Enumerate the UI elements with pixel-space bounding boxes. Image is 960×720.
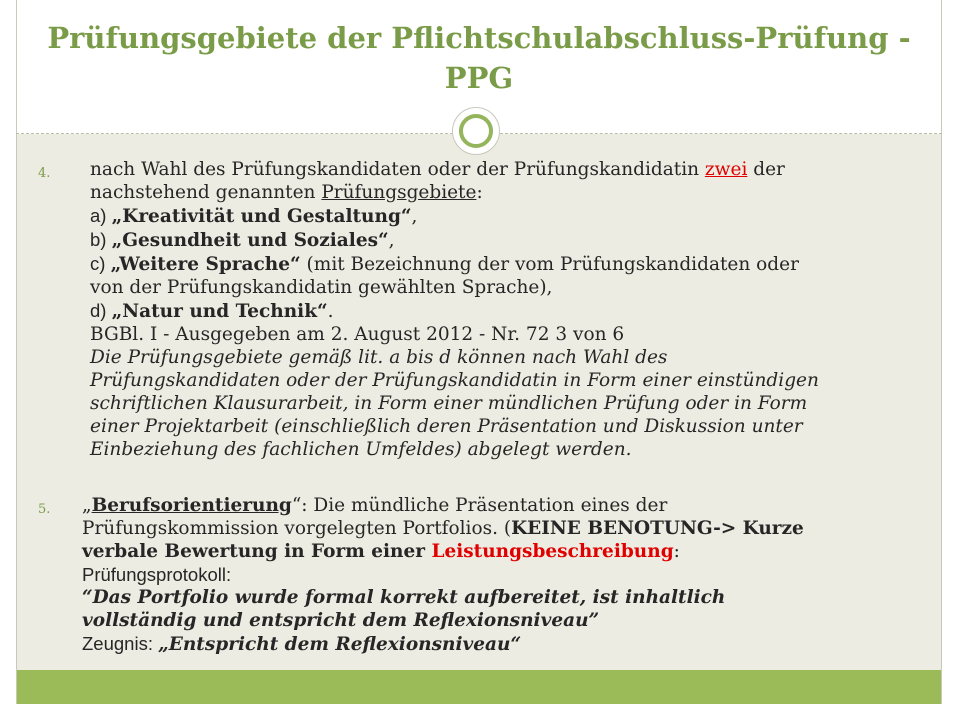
circle-ornament <box>452 107 500 155</box>
item5-leistungsbeschreibung: Leistungsbeschreibung <box>431 541 674 562</box>
circle-ring-icon <box>459 114 493 148</box>
item5-quote-line-2 <box>82 609 938 632</box>
item5-l3-text: verbale Bewertung in Form einer <box>82 541 432 562</box>
item4-note-line-4: einer Projektarbeit (einschließlich deren Präsentation und Diskussion unter <box>90 416 803 437</box>
footer-bar <box>17 670 941 704</box>
item4-option-b <box>90 228 938 252</box>
item4-l1-text: nach Wahl des Prüfungskandidaten oder der Prüfungskandidatin <box>90 159 705 180</box>
item5-quote-line-1 <box>82 586 938 609</box>
item5-zeugnis-label: Zeugnis: <box>82 633 159 654</box>
option-a-suffix: , <box>411 206 418 227</box>
item4-zwei: zwei <box>704 159 748 180</box>
item5-line-2 <box>82 517 938 540</box>
item5-zeugnis-text: „Entspricht dem Reflexionsniveau“ <box>158 634 522 655</box>
option-b-suffix: , <box>388 230 395 251</box>
item5-berufsorientierung: Berufsorientierung <box>91 495 292 516</box>
option-c-label: „Weitere Sprache“ <box>110 254 301 275</box>
list-number-5: 5. <box>38 502 51 517</box>
option-c-suffix: (mit Bezeichnung der vom Prüfungskandidaten oder <box>300 254 799 275</box>
item4-l1-end: der <box>747 159 785 180</box>
item4-option-c <box>90 252 938 276</box>
item4-line-2 <box>90 181 938 204</box>
list-item-5 <box>82 494 938 656</box>
item4-line-1 <box>90 158 938 181</box>
item5-quote-1: “Das Portfolio wurde formal korrekt aufbereitet, ist inhaltlich <box>82 587 726 608</box>
option-b-prefix: b) <box>90 229 112 250</box>
option-d-suffix: . <box>327 301 334 322</box>
item4-bgbl-reference: BGBl. I - Ausgegeben am 2. August 2012 - Nr. 72 3 von 6 <box>90 324 625 345</box>
item4-note-line-2: Prüfungskandidaten oder der Prüfungskandidatin in Form einer einstündigen <box>90 370 819 391</box>
item5-line-3 <box>82 540 938 563</box>
item5-protokoll-label: Prüfungsprotokoll: <box>82 564 232 585</box>
item5-l1-text: “: Die mündliche Präsentation eines der <box>291 495 668 516</box>
item5-line-1 <box>82 494 938 517</box>
option-a-prefix: a) <box>90 205 112 226</box>
item5-zeugnis-line <box>82 632 938 656</box>
item4-note-line-1: Die Prüfungsgebiete gemäß lit. a bis d können nach Wahl des <box>90 347 668 368</box>
option-d-label: „Natur und Technik“ <box>111 301 328 322</box>
item4-pruefungsgebiete: Prüfungsgebiete <box>321 182 477 203</box>
item5-quote-2: vollständig und entspricht dem Reflexionsniveau” <box>82 610 600 631</box>
item5-keine-benotung: KEINE BENOTUNG-> Kurze <box>511 518 804 539</box>
item4-note-line-3: schriftlichen Klausurarbeit, in Form einer mündlichen Prüfung oder in Form <box>90 393 808 414</box>
item4-option-d <box>90 299 938 323</box>
item4-note-line-5: Einbeziehung des fachlichen Umfeldes) abgelegt werden. <box>90 439 632 460</box>
option-d-prefix: d) <box>90 300 112 321</box>
list-number-4: 4. <box>38 166 51 181</box>
item4-l2-end: : <box>476 182 483 203</box>
title-line-2: PPG <box>444 61 514 95</box>
item5-open-quote: „ <box>82 495 92 516</box>
list-item-4 <box>90 158 938 461</box>
option-b-label: „Gesundheit und Soziales“ <box>111 230 389 251</box>
option-c-prefix: c) <box>90 253 111 274</box>
item4-l2-text: nachstehend genannten <box>90 182 322 203</box>
option-a-label: „Kreativität und Gestaltung“ <box>111 206 412 227</box>
title-line-1: Prüfungsgebiete der Pflichtschulabschluss-Prüfung - <box>47 21 911 55</box>
item4-option-c-line-2: von der Prüfungskandidatin gewählten Sprache), <box>90 277 553 298</box>
item4-option-a <box>90 204 938 228</box>
slide-title <box>16 18 942 98</box>
item5-l3-end: : <box>673 541 680 562</box>
item5-l2-text: Prüfungskommission vorgelegten Portfolios. ( <box>82 518 512 539</box>
